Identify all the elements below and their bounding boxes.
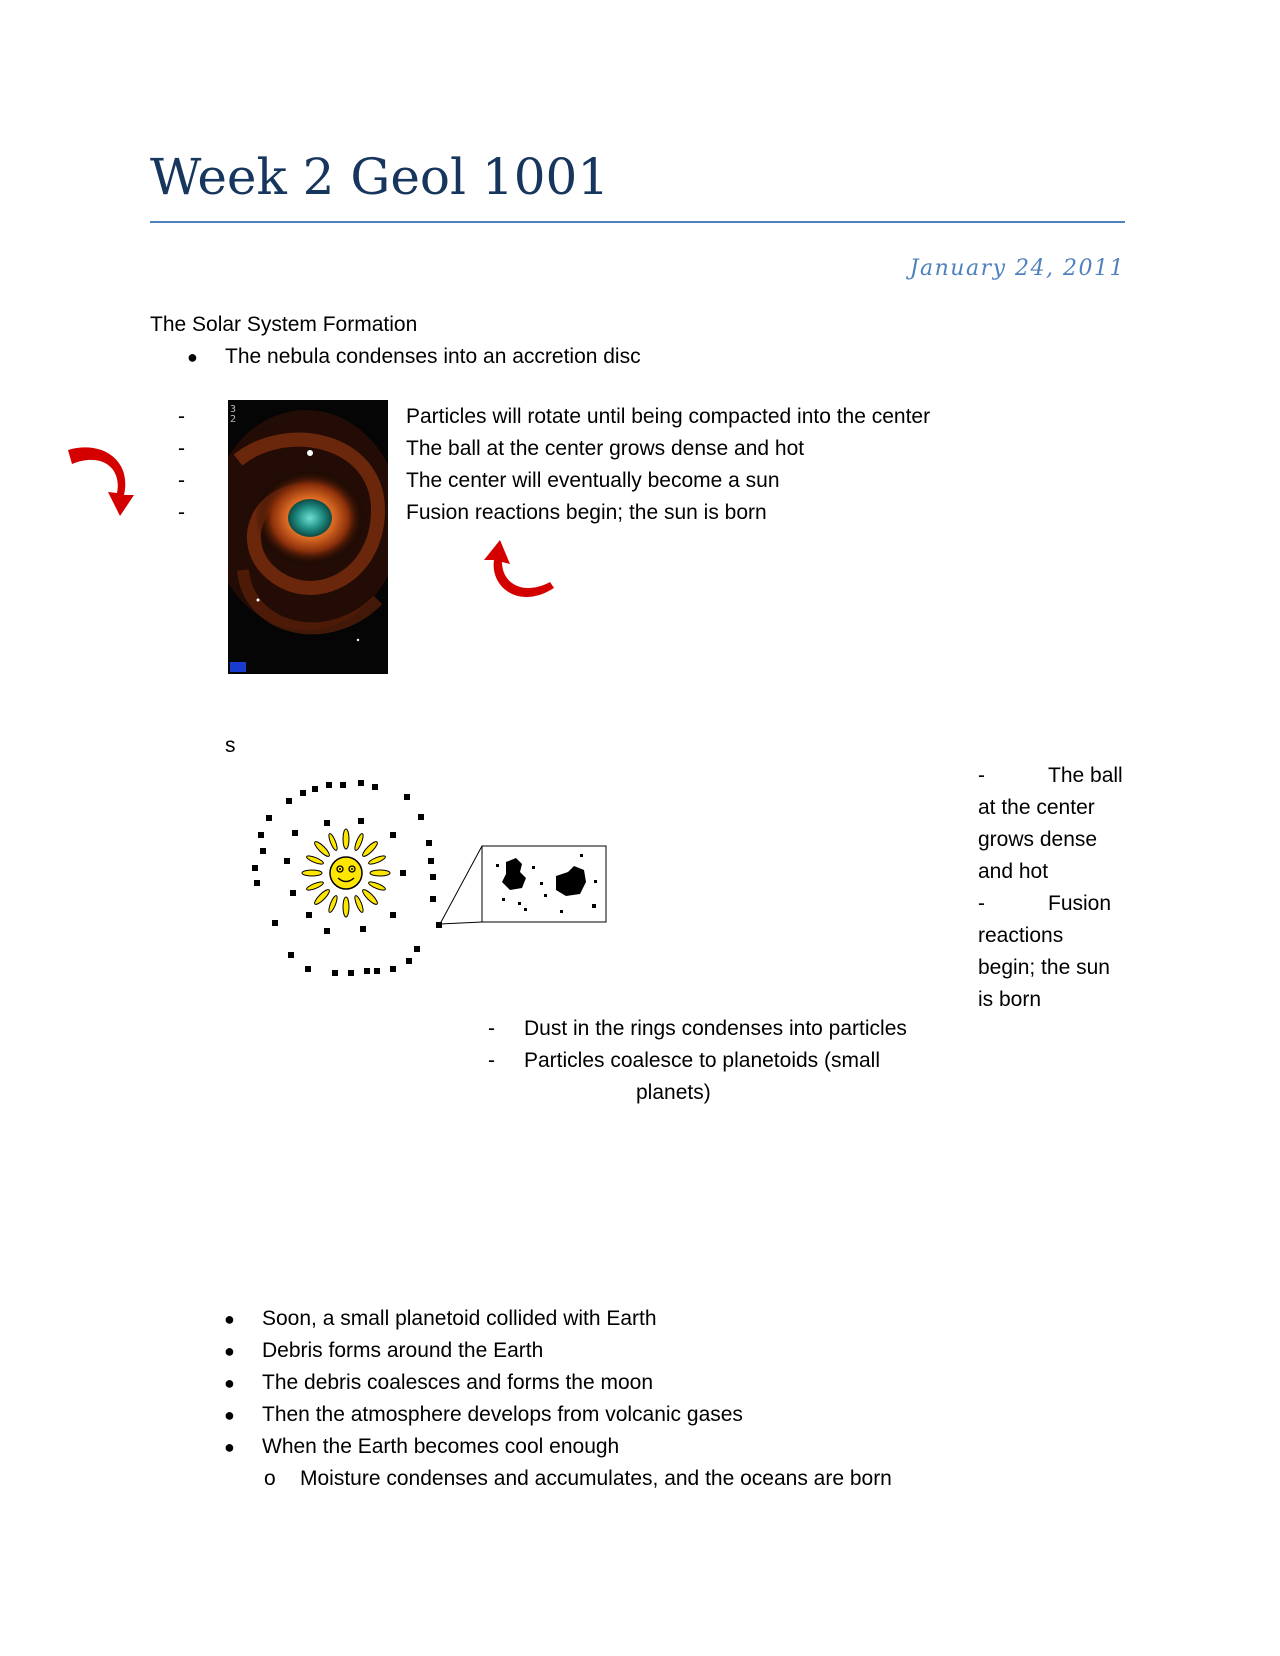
sidebar-notes xyxy=(978,760,1128,1016)
sidebar-text: and hot xyxy=(978,860,1049,883)
list-item: Dust in the rings condenses into particles xyxy=(524,1017,907,1040)
list-item: Debris forms around the Earth xyxy=(262,1339,544,1362)
zoom-inset xyxy=(482,846,606,922)
list-item: When the Earth becomes cool enough xyxy=(262,1435,620,1458)
dust-steps-list xyxy=(488,1017,948,1117)
list-item: The debris coalesces and forms the moon xyxy=(262,1371,654,1394)
svg-text:2: 2 xyxy=(230,414,237,425)
sidebar-text: begin; the sun xyxy=(978,956,1110,979)
section-heading: The Solar System Formation xyxy=(150,313,418,336)
document-date: January 24, 2011 xyxy=(909,256,1125,281)
svg-text:3: 3 xyxy=(230,404,237,415)
list-item-continuation: planets) xyxy=(636,1081,711,1104)
nebula-image xyxy=(228,400,388,674)
dash-marker: - xyxy=(978,764,985,787)
stray-letter: s xyxy=(225,734,236,757)
bullet-marker: ● xyxy=(224,1309,235,1329)
list-item: The ball at the center grows dense and hot xyxy=(406,437,805,460)
nebula-illustration xyxy=(228,400,388,674)
dash-marker: - xyxy=(178,469,185,492)
sidebar-text: grows dense xyxy=(978,828,1098,851)
dash-marker: - xyxy=(178,501,185,524)
list-item: Particles will rotate until being compacted into the center xyxy=(406,405,931,428)
dash-marker: - xyxy=(978,892,985,915)
title-underline xyxy=(150,221,1125,223)
sub-bullet-marker: o xyxy=(264,1467,276,1490)
sidebar-text: is born xyxy=(978,988,1042,1011)
sidebar-text: reactions xyxy=(978,924,1064,947)
accretion-disc-diagram xyxy=(240,770,620,990)
bullet-marker: ● xyxy=(224,1373,235,1393)
list-item-text: The nebula condenses into an accretion disc xyxy=(225,345,641,368)
bullet-marker: ● xyxy=(224,1341,235,1361)
bullet-marker: ● xyxy=(224,1405,235,1425)
later-bullets-list xyxy=(220,1307,1020,1507)
list-item: Soon, a small planetoid collided with Earth xyxy=(262,1307,657,1330)
sub-list-item: Moisture condenses and accumulates, and the oceans are born xyxy=(300,1467,892,1490)
list-item: The center will eventually become a sun xyxy=(406,469,780,492)
sun-icon xyxy=(302,829,390,917)
sidebar-text: at the center xyxy=(978,796,1095,819)
list-item: Fusion reactions begin; the sun is born xyxy=(406,501,767,524)
page-title: Week 2 Geol 1001 xyxy=(150,148,610,206)
bullet-marker: ● xyxy=(224,1437,235,1457)
curved-arrow-icon xyxy=(62,440,142,520)
curved-arrow-icon xyxy=(480,538,560,608)
dash-marker: - xyxy=(488,1049,495,1072)
list-item: Then the atmosphere develops from volcanic gases xyxy=(262,1403,743,1426)
sidebar-text: The ball xyxy=(1048,764,1123,787)
sidebar-text: Fusion xyxy=(1048,892,1112,915)
dash-marker: - xyxy=(488,1017,495,1040)
dash-marker: - xyxy=(178,405,185,428)
dash-marker: - xyxy=(178,437,185,460)
list-item: Particles coalesce to planetoids (small xyxy=(524,1049,880,1072)
bullet-marker: ● xyxy=(187,347,198,367)
